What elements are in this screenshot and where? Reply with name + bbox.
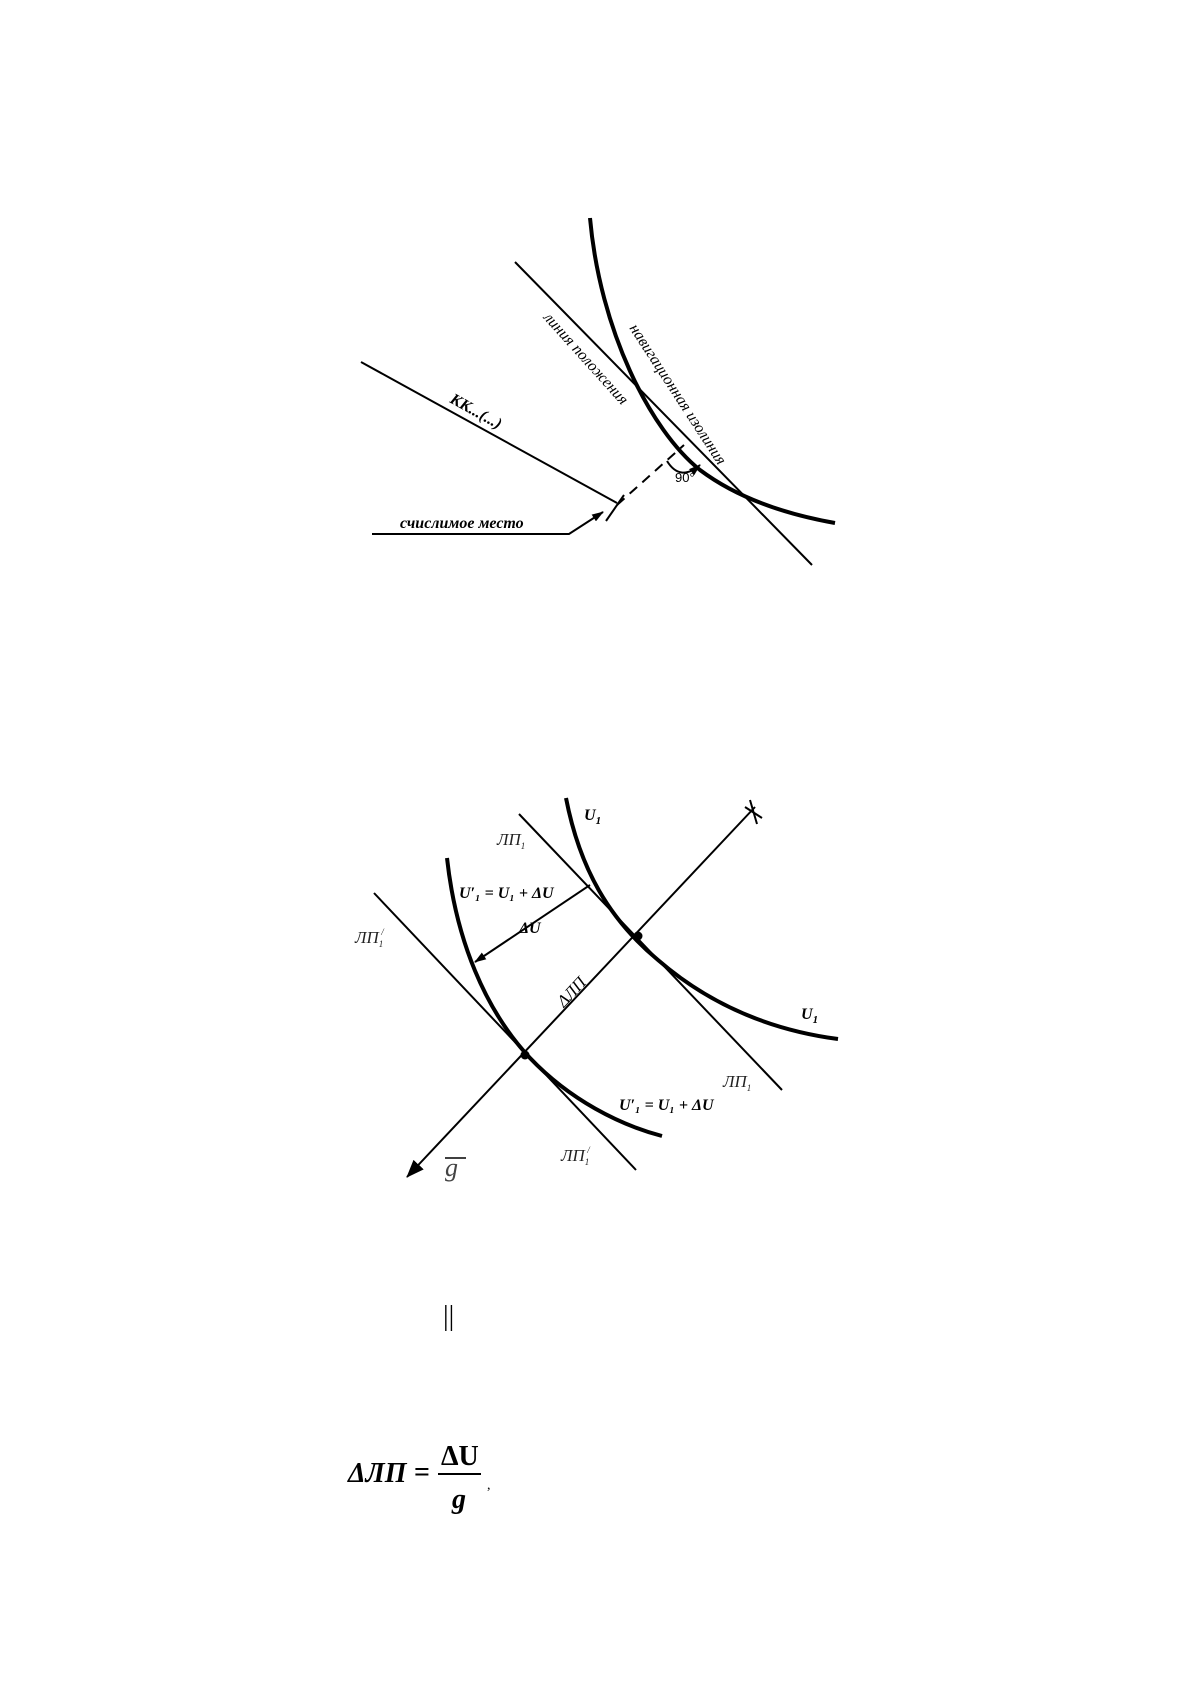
lp1-bottom-label: $ЛП_1/$ — [561, 1145, 590, 1167]
gradient-label: g — [445, 1153, 458, 1182]
figure-1 — [361, 218, 835, 565]
figure-2 — [354, 798, 838, 1182]
intersection-point — [521, 1051, 530, 1060]
isoline-curve — [590, 218, 835, 523]
position-line-label: линия положения — [540, 309, 632, 409]
course-label: КК...(...) — [447, 390, 505, 433]
lp1-right-label: $ЛП_1$ — [723, 1072, 752, 1093]
formula-numerator: ΔU — [441, 1441, 479, 1472]
position-line — [515, 262, 812, 565]
u1-top-label: $U_1$ — [584, 807, 602, 827]
course-line — [361, 362, 617, 503]
formula-denominator: g — [452, 1484, 466, 1515]
equation-bottom: U′₁ = U₁ + ΔU — [619, 1097, 714, 1114]
formula-lhs: ΔЛП — [348, 1458, 407, 1489]
isoline-label: навигационная изолиния — [625, 320, 730, 469]
dr-position-label: счислимое место — [400, 515, 524, 532]
lp1-top-label: $ЛП_1$ — [497, 830, 526, 851]
delta-u-label: ΔU — [519, 920, 541, 937]
lp1-prime-line — [374, 893, 636, 1170]
formula-trailing: , — [487, 1478, 491, 1493]
formula — [347, 1441, 491, 1515]
u1-curve — [566, 798, 838, 1039]
bars-symbol: || — [443, 1301, 455, 1332]
lp1-left-label: $ЛП_1/$ — [355, 927, 384, 949]
u1-right-label: $U_1$ — [801, 1006, 819, 1026]
formula-equals: = — [414, 1457, 430, 1488]
equation-top: U′₁ = U₁ + ΔU — [459, 885, 554, 902]
delta-lp-label: ΔЛП — [553, 973, 590, 1011]
angle-label: 90° — [675, 470, 695, 485]
intersection-point — [634, 932, 643, 941]
perpendicular-dashed — [617, 445, 684, 505]
